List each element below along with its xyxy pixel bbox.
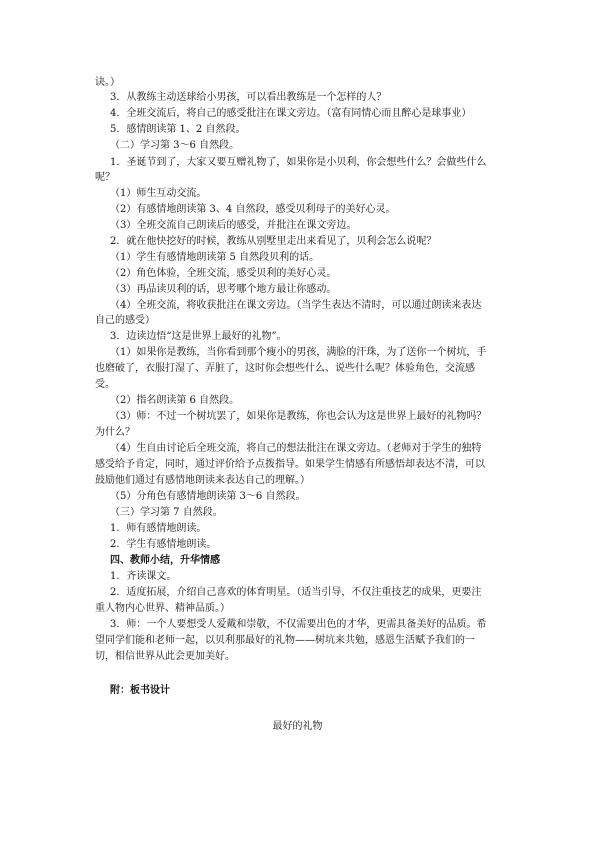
text-line: （2）指名朗读第 6 自然段。 bbox=[110, 395, 240, 406]
text-line: 2．就在他快挖好的时候，教练从别墅里走出来看见了，贝利会怎么说呢？ bbox=[110, 236, 437, 247]
text-line: 呢？ bbox=[95, 172, 115, 183]
text-line: （1）学生有感情地朗读第 5 自然段贝利的话。 bbox=[110, 252, 320, 263]
text-line: 诀。） bbox=[95, 77, 120, 88]
text-line: 4．全班交流后，将自己的感受批注在课文旁边。（富有同情心而且醉心是球事业） bbox=[110, 108, 472, 119]
text-line: （1）如果你是教练，当你看到那个瘦小的男孩，满脸的汗珠，为了送你一个树坑，手 bbox=[110, 347, 487, 358]
text-line: （2）有感情地朗读第 3、4 自然段，感受贝利母子的美好心灵。 bbox=[110, 204, 396, 215]
text-line: 受。 bbox=[95, 379, 115, 390]
text-line: 3．师：一个人要想受人爱戴和崇敬，不仅需要出色的才华，更需具备美好的品质。希 bbox=[110, 619, 487, 630]
text-line: 切，相信世界从此会更加美好。 bbox=[95, 651, 235, 662]
text-line: 也磨破了，衣服打湿了、弄脏了，这时你会想些什么、说些什么呢？体验角色，交流感 bbox=[95, 363, 475, 374]
text-line: 3．从教练主动送球给小男孩，可以看出教练是一个怎样的人？ bbox=[110, 92, 387, 103]
section-heading: 四、教师小结，升华情感 bbox=[110, 555, 220, 566]
text-line: 望同学们能和老师一起，以贝利那最好的礼物——树坑来共勉，感恩生活赋予我们的一 bbox=[95, 635, 475, 646]
text-line: （5）分角色有感情地朗读第 3～6 自然段。 bbox=[110, 491, 306, 502]
text-line: 2．适度拓展，介绍自己喜欢的体育明星。（适当引导，不仅注重技艺的成果，更要注 bbox=[110, 587, 482, 598]
text-line: （3）全班交流自己朗读后的感受，并批注在课文旁边。 bbox=[110, 220, 357, 231]
text-line: 3．边读边悟“这是世界上最好的礼物”。 bbox=[110, 331, 287, 342]
text-line: 感受给予肯定，同时，通过评价给予点拨指导。如果学生情感有所感悟却表达不清，可以 bbox=[95, 459, 485, 470]
section-heading: （二）学习第 3～6 自然段。 bbox=[110, 140, 240, 151]
text-line: 鼓励他们通过有感情地朗读来表达自己的理解。） bbox=[95, 475, 310, 486]
section-heading: （三）学习第 7 自然段。 bbox=[110, 507, 223, 518]
text-line: 为什么？ bbox=[95, 427, 135, 438]
text-line: 1．齐读课文。 bbox=[110, 571, 177, 582]
text-line: （3）再品读贝利的话，思考哪个地方最让你感动。 bbox=[110, 284, 337, 295]
text-line: 重人物内心世界、精神品质。） bbox=[95, 603, 230, 614]
text-line: 自己的感受） bbox=[95, 315, 155, 326]
appendix-heading: 附：板书设计 bbox=[110, 685, 170, 696]
text-line: 5．感情朗读第 1、2 自然段。 bbox=[110, 124, 246, 135]
text-line: （1）师生互动交流。 bbox=[110, 188, 207, 199]
text-line: 1．圣诞节到了，大家又要互赠礼物了，如果你是小贝利，你会想些什么？会做些什么 bbox=[110, 157, 487, 168]
text-line: （4）全班交流，将收获批注在课文旁边。（当学生表达不清时，可以通过朗读来表达 bbox=[110, 300, 482, 311]
text-line: （2）角色体验，全班交流，感受贝利的美好心灵。 bbox=[110, 268, 337, 279]
text-line: 2．学生有感情地朗读。 bbox=[110, 539, 217, 550]
text-line: （4）生自由讨论后全班交流，将自己的想法批注在课文旁边。（老师对于学生的独特 bbox=[110, 443, 482, 454]
board-design-title: 最好的礼物 bbox=[272, 721, 323, 732]
text-line: 1．师有感情地朗读。 bbox=[110, 523, 207, 534]
text-line: （3）师：不过一个树坑罢了，如果你是教练，你也会认为这是世界上最好的礼物吗？ bbox=[110, 411, 487, 422]
